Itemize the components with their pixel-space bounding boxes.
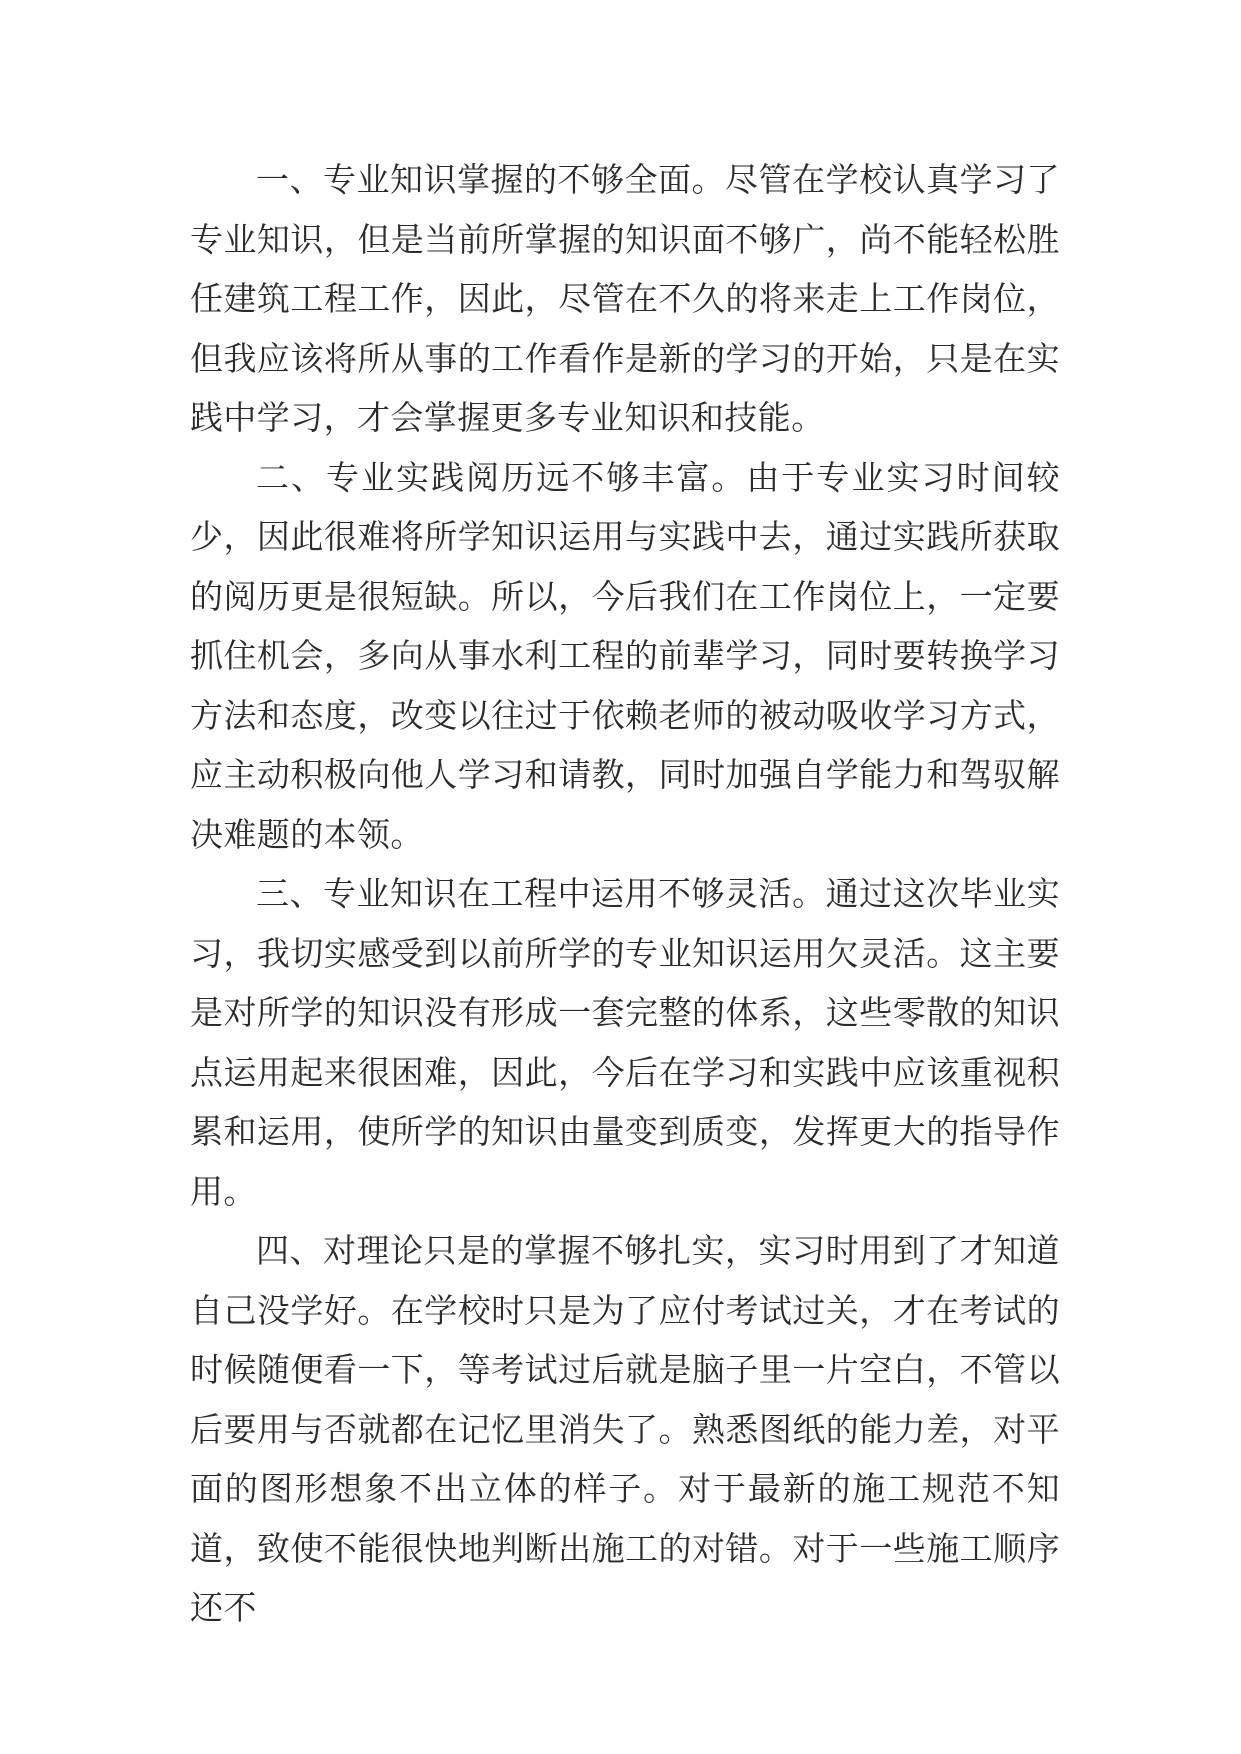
paragraph-2: 二、专业实践阅历远不够丰富。由于专业实习时间较少，因此很难将所学知识运用与实践中去，通过实践所获取的阅历更是很短缺。所以，今后我们在工作岗位上，一定要抓住机会，多向从事水利工程的前辈学习，同时要转换学习方法和态度，改变以往过于依赖老师的被动吸收学习方式，应主动积极向他人学习和请教，同时加强自学能力和驾驭解决难题的本领。	[190, 457, 1060, 854]
paragraph-1: 一、专业知识掌握的不够全面。尽管在学校认真学习了专业知识，但是当前所掌握的知识面不够广，尚不能轻松胜任建筑工程工作，因此，尽管在不久的将来走上工作岗位，但我应该将所从事的工作看作是新的学习的开始，只是在实践中学习，才会掌握更多专业知识和技能。	[190, 160, 1060, 437]
document-body	[190, 150, 1060, 1638]
paragraph-4: 四、对理论只是的掌握不够扎实，实习时用到了才知道自己没学好。在学校时只是为了应付考试过关，才在考试的时候随便看一下，等考试过后就是脑子里一片空白，不管以后要用与否就都在记忆里消失了。熟悉图纸的能力差，对平面的图形想象不出立体的样子。对于最新的施工规范不知道，致使不能很快地判断出施工的对错。对于一些施工顺序还不	[190, 1231, 1060, 1627]
paragraph-3: 三、专业知识在工程中运用不够灵活。通过这次毕业实习，我切实感受到以前所学的专业知识运用欠灵活。这主要是对所学的知识没有形成一套完整的体系，这些零散的知识点运用起来很困难，因此，今后在学习和实践中应该重视积累和运用，使所学的知识由量变到质变，发挥更大的指导作用。	[190, 874, 1060, 1211]
